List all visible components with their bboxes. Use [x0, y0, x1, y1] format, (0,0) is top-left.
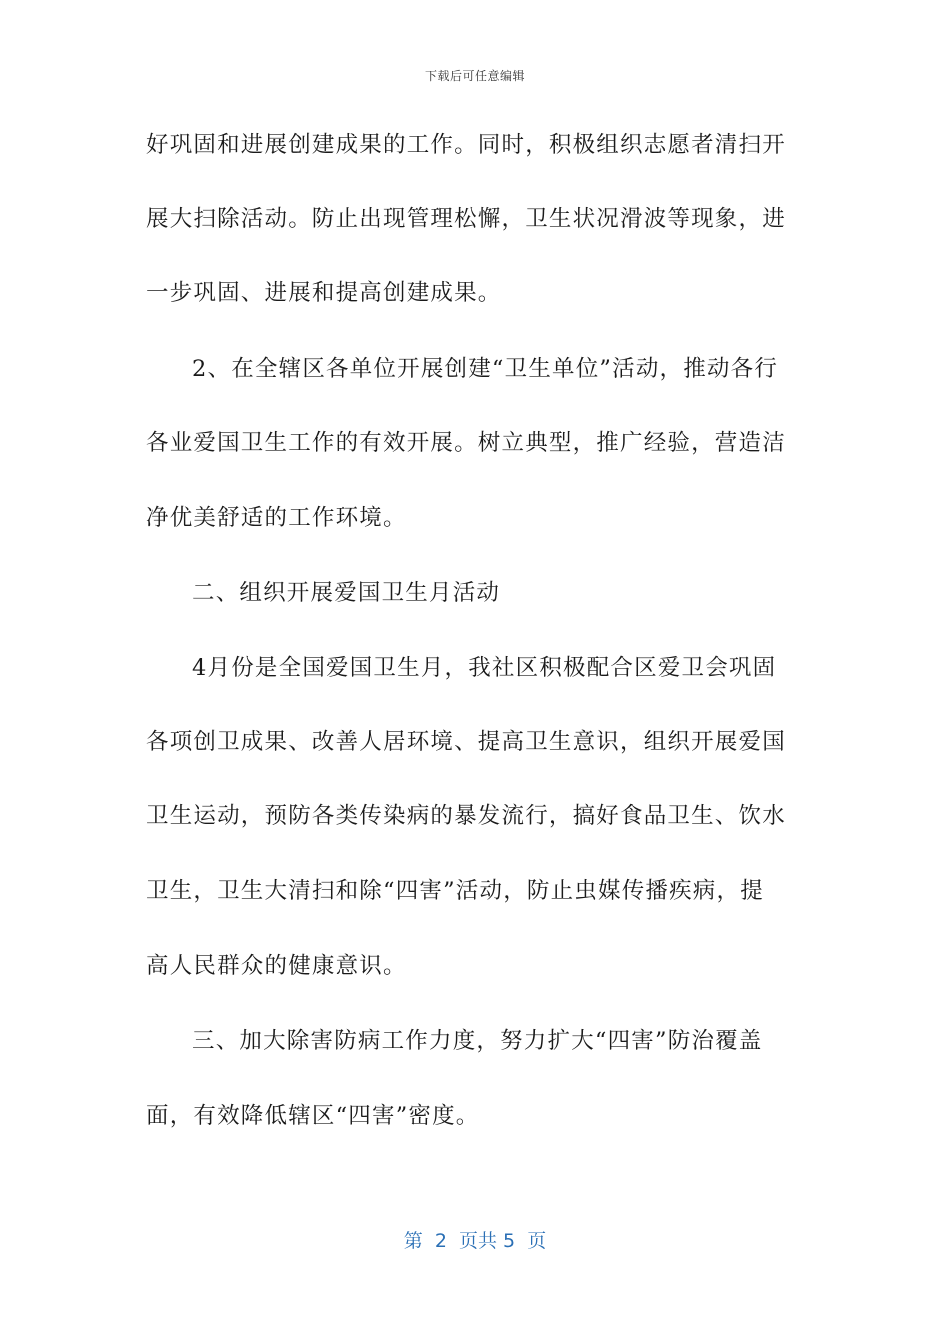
section-heading: 二、组织开展爱国卫生月活动	[192, 580, 501, 606]
body-line: 一步巩固、进展和提高创建成果。	[146, 280, 502, 306]
body-line: 净优美舒适的工作环境。	[146, 505, 407, 531]
body-line: 各项创卫成果、改善人居环境、提高卫生意识，组织开展爱国	[146, 729, 786, 755]
section-heading: 三、加大除害防病工作力度，努力扩大“四害”防治覆盖	[192, 1028, 763, 1054]
body-line: 高人民群众的健康意识。	[146, 953, 407, 979]
body-line: 卫生，卫生大清扫和除“四害”活动，防止虫媒传播疾病，提	[146, 878, 764, 904]
body-line-indented: 4月份是全国爱国卫生月，我社区积极配合区爱卫会巩固	[192, 655, 777, 681]
body-line: 面，有效降低辖区“四害”密度。	[146, 1103, 480, 1129]
body-line-indented: 2、在全辖区各单位开展创建“卫生单位”活动，推动各行	[192, 356, 779, 382]
page-number-footer: 第 2 页共 5 页	[403, 1230, 547, 1252]
body-line: 卫生运动，预防各类传染病的暴发流行，搞好食品卫生、饮水	[146, 803, 786, 829]
body-line: 各业爱国卫生工作的有效开展。树立典型，推广经验，营造洁	[146, 430, 786, 456]
download-editable-note: 下载后可任意编辑	[424, 69, 525, 83]
body-line: 展大扫除活动。防止出现管理松懈，卫生状况滑波等现象，进	[146, 206, 786, 232]
body-line: 好巩固和进展创建成果的工作。同时，积极组织志愿者清扫开	[146, 132, 786, 158]
